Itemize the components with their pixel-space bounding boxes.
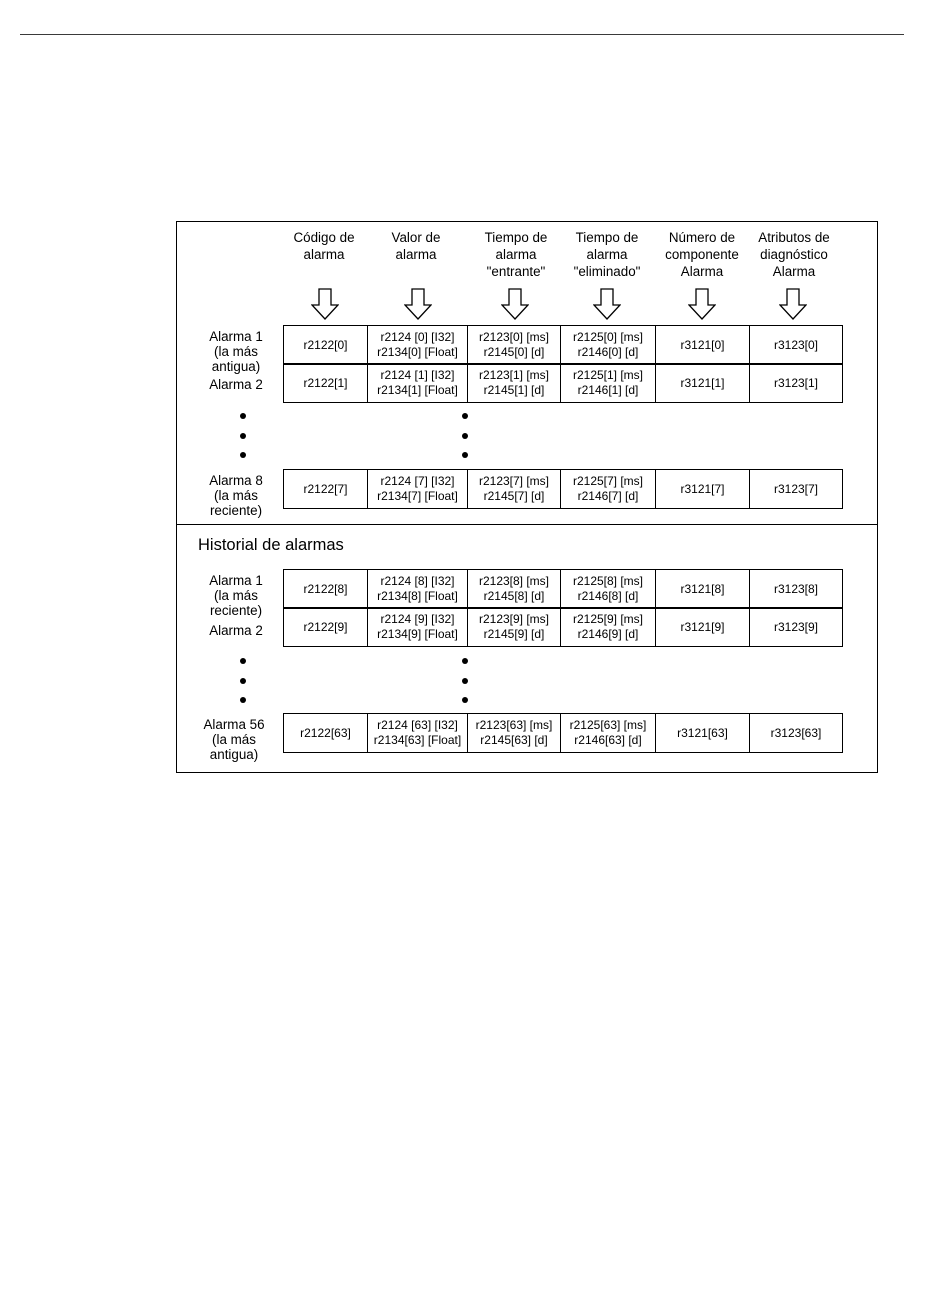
cell-text: r2123[63] [ms]	[475, 718, 553, 732]
cell-text: r2145[8] [d]	[483, 589, 545, 603]
table-cell	[367, 469, 468, 509]
ellipsis-dot	[240, 413, 246, 419]
cell-text: r2146[7] [d]	[577, 489, 639, 503]
cell-text: r3121[7]	[680, 481, 725, 496]
down-arrow-icon	[688, 288, 716, 325]
ellipsis-dot	[462, 697, 468, 703]
row-label-alarma-1: Alarma 1 (la más antigua)	[209, 329, 263, 374]
table-row	[283, 570, 843, 609]
ellipsis-dot	[240, 697, 246, 703]
cell-text: r3123[0]	[773, 337, 819, 352]
cell-text: r2146[8] [d]	[577, 589, 639, 603]
history-title: Historial de alarmas	[198, 536, 344, 554]
table-cell	[560, 713, 656, 753]
table-cell	[367, 569, 468, 609]
table-cell	[749, 569, 843, 609]
cell-text: r2124 [8] [I32]	[380, 574, 455, 588]
ellipsis-dot	[462, 433, 468, 439]
row-label-alarma-8: Alarma 8 (la más reciente)	[209, 473, 263, 518]
table-row	[283, 326, 843, 365]
down-arrow-icon	[311, 288, 339, 325]
header-componente: Número de componente Alarma	[665, 230, 739, 279]
down-arrow-icon	[501, 288, 529, 325]
row-label-alarma-2: Alarma 2	[209, 377, 263, 392]
cell-text: r3121[0]	[680, 337, 725, 352]
cell-text: r2124 [0] [I32]	[380, 330, 455, 344]
cell-text: r2124 [7] [I32]	[380, 474, 455, 488]
ellipsis-dot	[240, 433, 246, 439]
table-cell	[560, 607, 656, 647]
cell-text: r2146[0] [d]	[577, 345, 639, 359]
cell-text: r3121[9]	[680, 619, 725, 634]
row-label-hist-alarma-56: Alarma 56 (la más antigua)	[203, 717, 265, 762]
row-label-hist-alarma-1: Alarma 1 (la más reciente)	[209, 573, 263, 618]
table-cell	[749, 713, 843, 753]
table-cell	[283, 713, 368, 753]
cell-text: r2134[1] [Float]	[377, 383, 458, 397]
row-label-hist-alarma-2: Alarma 2	[209, 623, 263, 638]
cell-text: r2145[9] [d]	[483, 627, 545, 641]
ellipsis-dot	[462, 658, 468, 664]
table-cell	[560, 363, 656, 403]
ellipsis-dot	[462, 678, 468, 684]
cell-text: r2122[1]	[303, 375, 348, 390]
cell-text: r2124 [1] [I32]	[380, 368, 455, 382]
page-top-rule	[20, 34, 904, 35]
cell-text: r3121[1]	[680, 375, 725, 390]
table-cell	[467, 363, 561, 403]
table-cell	[560, 325, 656, 365]
table-cell	[367, 607, 468, 647]
header-codigo: Código de alarma	[293, 230, 355, 262]
table-cell	[283, 469, 368, 509]
cell-text: r3121[8]	[680, 581, 725, 596]
cell-text: r2125[8] [ms]	[572, 574, 644, 588]
cell-text: r2125[9] [ms]	[572, 612, 644, 626]
table-row	[283, 714, 843, 753]
table-cell	[283, 363, 368, 403]
cell-text: r2145[0] [d]	[483, 345, 545, 359]
table-cell	[367, 325, 468, 365]
table-cell	[467, 325, 561, 365]
table-cell	[467, 607, 561, 647]
section-divider	[177, 524, 878, 525]
ellipsis-dot	[462, 452, 468, 458]
cell-text: r3123[63]	[770, 725, 822, 740]
table-row	[283, 470, 843, 509]
table-cell	[560, 469, 656, 509]
ellipsis-dot	[240, 658, 246, 664]
ellipsis-dot	[240, 452, 246, 458]
cell-text: r2125[7] [ms]	[572, 474, 644, 488]
header-tiempo-eliminado: Tiempo de alarma "eliminado"	[573, 230, 641, 279]
cell-text: r2134[63] [Float]	[373, 733, 462, 747]
cell-text: r2123[0] [ms]	[478, 330, 550, 344]
table-cell	[655, 325, 750, 365]
cell-text: r2145[63] [d]	[480, 733, 548, 747]
down-arrow-icon	[404, 288, 432, 325]
cell-text: r2146[63] [d]	[574, 733, 642, 747]
cell-text: r2125[0] [ms]	[572, 330, 644, 344]
cell-text: r2146[1] [d]	[577, 383, 639, 397]
cell-text: r2125[63] [ms]	[569, 718, 647, 732]
cell-text: r2122[7]	[303, 481, 348, 496]
cell-text: r2123[7] [ms]	[478, 474, 550, 488]
table-cell	[467, 469, 561, 509]
table-cell	[367, 363, 468, 403]
header-valor: Valor de alarma	[391, 230, 441, 262]
table-cell	[655, 469, 750, 509]
cell-text: r3121[63]	[677, 725, 728, 740]
cell-text: r2145[7] [d]	[483, 489, 545, 503]
table-cell	[283, 325, 368, 365]
table-cell	[367, 713, 468, 753]
ellipsis-dot	[462, 413, 468, 419]
cell-text: r2122[9]	[303, 619, 348, 634]
table-cell	[749, 469, 843, 509]
table-cell	[749, 363, 843, 403]
cell-text: r2145[1] [d]	[483, 383, 545, 397]
cell-text: r2124 [9] [I32]	[380, 612, 455, 626]
cell-text: r2134[7] [Float]	[377, 489, 458, 503]
table-cell	[560, 569, 656, 609]
table-row	[283, 364, 843, 403]
table-cell	[749, 325, 843, 365]
cell-text: r3123[8]	[773, 581, 819, 596]
table-cell	[655, 607, 750, 647]
table-cell	[655, 569, 750, 609]
cell-text: r2123[9] [ms]	[478, 612, 550, 626]
cell-text: r2122[8]	[303, 581, 348, 596]
header-atributos: Atributos de diagnóstico Alarma	[758, 230, 830, 279]
header-tiempo-entrante: Tiempo de alarma "entrante"	[484, 230, 548, 279]
cell-text: r2122[63]	[300, 725, 351, 740]
table-cell	[655, 713, 750, 753]
table-cell	[467, 569, 561, 609]
cell-text: r3123[7]	[773, 481, 819, 496]
cell-text: r2134[9] [Float]	[377, 627, 458, 641]
ellipsis-dot	[240, 678, 246, 684]
table-cell	[283, 607, 368, 647]
cell-text: r2122[0]	[303, 337, 348, 352]
down-arrow-icon	[779, 288, 807, 325]
table-cell	[655, 363, 750, 403]
cell-text: r3123[1]	[773, 375, 819, 390]
cell-text: r2134[0] [Float]	[377, 345, 458, 359]
cell-text: r2124 [63] [I32]	[377, 718, 458, 732]
table-row	[283, 608, 843, 647]
cell-text: r3123[9]	[773, 619, 819, 634]
table-cell	[283, 569, 368, 609]
cell-text: r2146[9] [d]	[577, 627, 639, 641]
cell-text: r2123[1] [ms]	[478, 368, 550, 382]
cell-text: r2123[8] [ms]	[478, 574, 550, 588]
table-cell	[749, 607, 843, 647]
table-cell	[467, 713, 561, 753]
cell-text: r2134[8] [Float]	[377, 589, 458, 603]
down-arrow-icon	[593, 288, 621, 325]
cell-text: r2125[1] [ms]	[572, 368, 644, 382]
